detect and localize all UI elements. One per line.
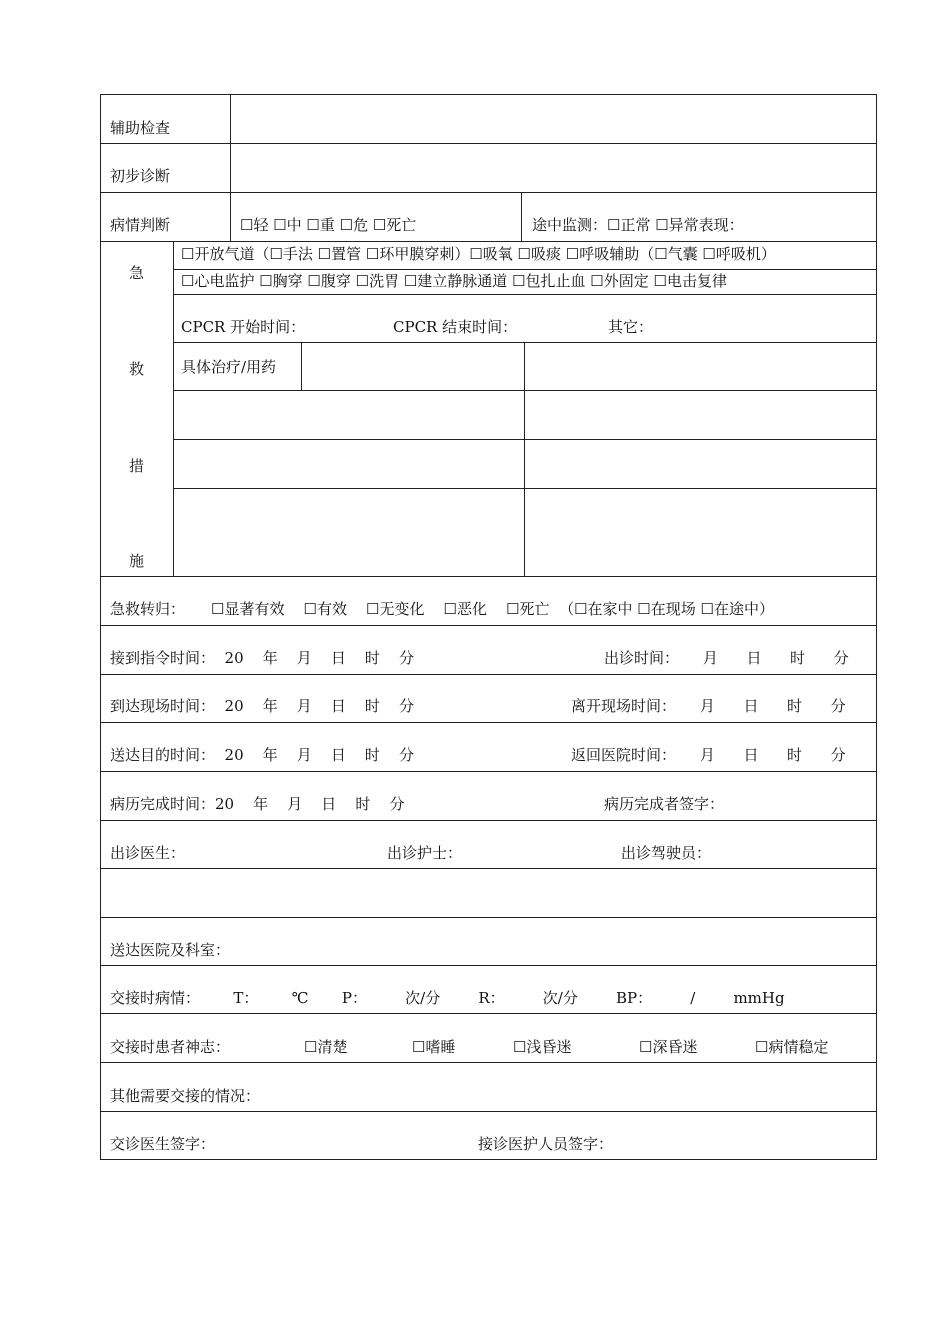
delivered-time: 送达目的时间： 20 年 月 日 时 分 <box>110 746 414 764</box>
condition-label: 病情判断 <box>110 216 171 234</box>
consciousness-option[interactable]: ☐病情稳定 <box>755 1038 829 1056</box>
col-divider <box>521 192 522 241</box>
leave-scene-time: 离开现场时间： 月 日 时 分 <box>571 697 846 715</box>
en-route-monitoring[interactable]: 途中监测：☐正常 ☐异常表现： <box>532 216 744 234</box>
row-divider <box>173 294 876 295</box>
hospital-dept-label: 送达医院及科室： <box>110 941 231 959</box>
cpcr-start-label: CPCR 开始时间： <box>181 318 306 336</box>
other-label: 其它： <box>608 318 654 336</box>
row-divider <box>101 1111 876 1112</box>
row-divider <box>101 722 876 723</box>
record-signer-label: 病历完成者签字： <box>604 795 725 813</box>
consciousness-option[interactable]: ☐嗜睡 <box>412 1038 456 1056</box>
consciousness-label: 交接时患者神志： <box>110 1038 231 1056</box>
col-divider <box>301 342 302 390</box>
row-divider <box>101 771 876 772</box>
nurse-label: 出诊护士： <box>387 844 463 862</box>
rescue-measures-line-2[interactable]: ☐心电监护 ☐胸穿 ☐腹穿 ☐洗胃 ☐建立静脉通道 ☐包扎止血 ☐外固定 ☐电击复律 <box>181 272 727 290</box>
row-divider <box>101 241 876 242</box>
outcome-options[interactable]: ☐显著有效 ☐有效 ☐无变化 ☐恶化 ☐死亡 （☐在家中 ☐在现场 ☐在途中） <box>211 600 774 618</box>
rescue-label-char: 救 <box>129 360 145 378</box>
rescue-label-char: 急 <box>129 264 145 282</box>
consciousness-option[interactable]: ☐浅昏迷 <box>513 1038 572 1056</box>
outcome-label: 急救转归： <box>110 600 186 618</box>
other-handover-label: 其他需要交接的情况： <box>110 1087 261 1105</box>
treatment-label: 具体治疗/用药 <box>181 358 277 376</box>
row-divider <box>101 868 876 869</box>
row-divider <box>101 143 876 144</box>
emergency-record-form <box>100 94 877 1160</box>
dispatch-time: 出诊时间： 月 日 时 分 <box>604 649 849 667</box>
rescue-measures-line-1[interactable]: ☐开放气道（☐手法 ☐置管 ☐环甲膜穿刺）☐吸氧 ☐吸痰 ☐呼吸辅助（☐气囊 ☐呼吸机） <box>181 245 776 263</box>
col-divider <box>524 342 525 576</box>
row-divider <box>101 674 876 675</box>
row-divider <box>101 576 876 577</box>
handover-vitals: 交接时病情： T： ℃ P： 次/分 R： 次/分 BP： / mmHg <box>110 989 785 1007</box>
doctor-label: 出诊医生： <box>110 844 186 862</box>
consciousness-option[interactable]: ☐清楚 <box>304 1038 348 1056</box>
driver-label: 出诊驾驶员： <box>621 844 712 862</box>
row-divider <box>101 965 876 966</box>
rescue-label-char: 施 <box>129 552 145 570</box>
row-divider <box>101 192 876 193</box>
aux-exam-label: 辅助检查 <box>110 119 171 137</box>
receiver-signature: 接诊医护人员签字： <box>478 1135 614 1153</box>
consciousness-option[interactable]: ☐深昏迷 <box>639 1038 698 1056</box>
handover-doctor-signature: 交诊医生签字： <box>110 1135 216 1153</box>
col-divider <box>173 241 174 576</box>
col-divider <box>230 95 231 241</box>
cpcr-end-label: CPCR 结束时间： <box>393 318 518 336</box>
row-divider <box>173 269 876 270</box>
record-complete-time: 病历完成时间：20 年 月 日 时 分 <box>110 795 405 813</box>
rescue-label-char: 措 <box>129 457 145 475</box>
row-divider <box>101 820 876 821</box>
row-divider <box>101 1062 876 1063</box>
return-hospital-time: 返回医院时间： 月 日 时 分 <box>571 746 846 764</box>
row-divider <box>101 625 876 626</box>
order-received-time: 接到指令时间： 20 年 月 日 时 分 <box>110 649 414 667</box>
row-divider <box>101 917 876 918</box>
condition-options[interactable]: ☐轻 ☐中 ☐重 ☐危 ☐死亡 <box>240 216 417 234</box>
prelim-diag-label: 初步诊断 <box>110 167 171 185</box>
row-divider <box>101 1013 876 1014</box>
arrive-scene-time: 到达现场时间： 20 年 月 日 时 分 <box>110 697 414 715</box>
